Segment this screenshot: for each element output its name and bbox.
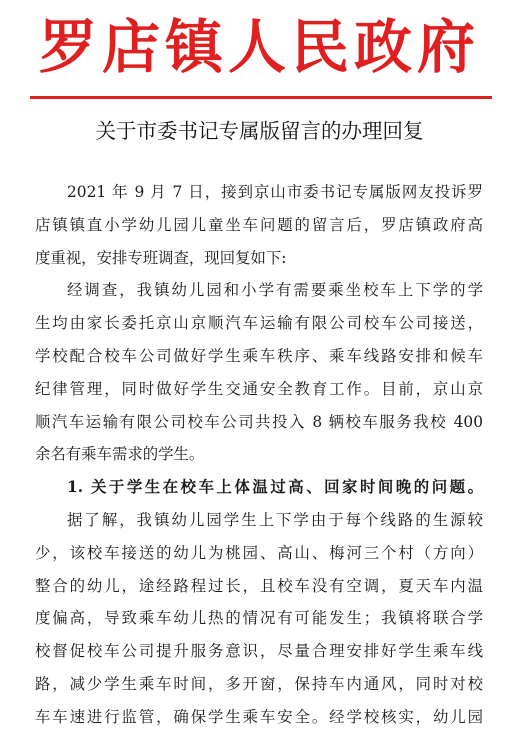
document-title: 关于市委书记专属版留言的办理回复 <box>95 119 424 143</box>
body-line: 校督促校车公司提升服务意识，尽量合理安排好学生乘车线 <box>35 642 483 661</box>
body-line: 经调查，我镇幼儿园和小学有需要乘坐校车上下学的学 <box>67 281 483 300</box>
body-line: 余名有乘车需求的学生。 <box>35 445 205 464</box>
body-line: 度重视，安排专班调查，现回复如下: <box>35 248 287 267</box>
body-line: 据了解，我镇幼儿园学生上下学由于每个线路的生源较 <box>67 510 483 529</box>
masthead-organization: 罗店镇人民政府 <box>38 13 480 81</box>
body-line: 整合的幼儿，途经路程过长，且校车没有空调，夏天车内温 <box>35 576 483 595</box>
body-line: 2021 年 9 月 7 日，接到京山市委书记专属版网友投诉罗 <box>67 183 483 201</box>
section-heading: 1. 关于学生在校车上体温过高、回家时间晚的问题。 <box>67 478 483 497</box>
body-line: 顺汽车运输有限公司校车公司共投入 8 辆校车服务我校 400 <box>35 412 483 431</box>
body-line: 路，减少学生乘车时间，多开窗，保持车内通风，同时对校 <box>35 674 483 693</box>
body-line: 生均由家长委托京山京顺汽车运输有限公司校车公司接送， <box>35 314 483 333</box>
body-line: 学校配合校车公司做好学生乘车秩序、乘车线路安排和候车 <box>35 346 483 365</box>
red-divider-line <box>30 96 492 99</box>
body-line: 纪律管理，同时做好学生交通安全教育工作。目前，京山京 <box>35 379 483 398</box>
body-line: 车车速进行监管，确保学生乘车安全。经学校核实，幼儿园 <box>35 707 483 726</box>
body-line: 少，该校车接送的幼儿为桃园、高山、梅河三个村（方向） <box>35 543 483 562</box>
body-line: 度偏高，导致乘车幼儿热的情况有可能发生；我镇将联合学 <box>35 609 483 628</box>
document-body <box>35 176 483 734</box>
body-line: 店镇镇直小学幼儿园儿童坐车问题的留言后，罗店镇政府高 <box>35 215 483 234</box>
